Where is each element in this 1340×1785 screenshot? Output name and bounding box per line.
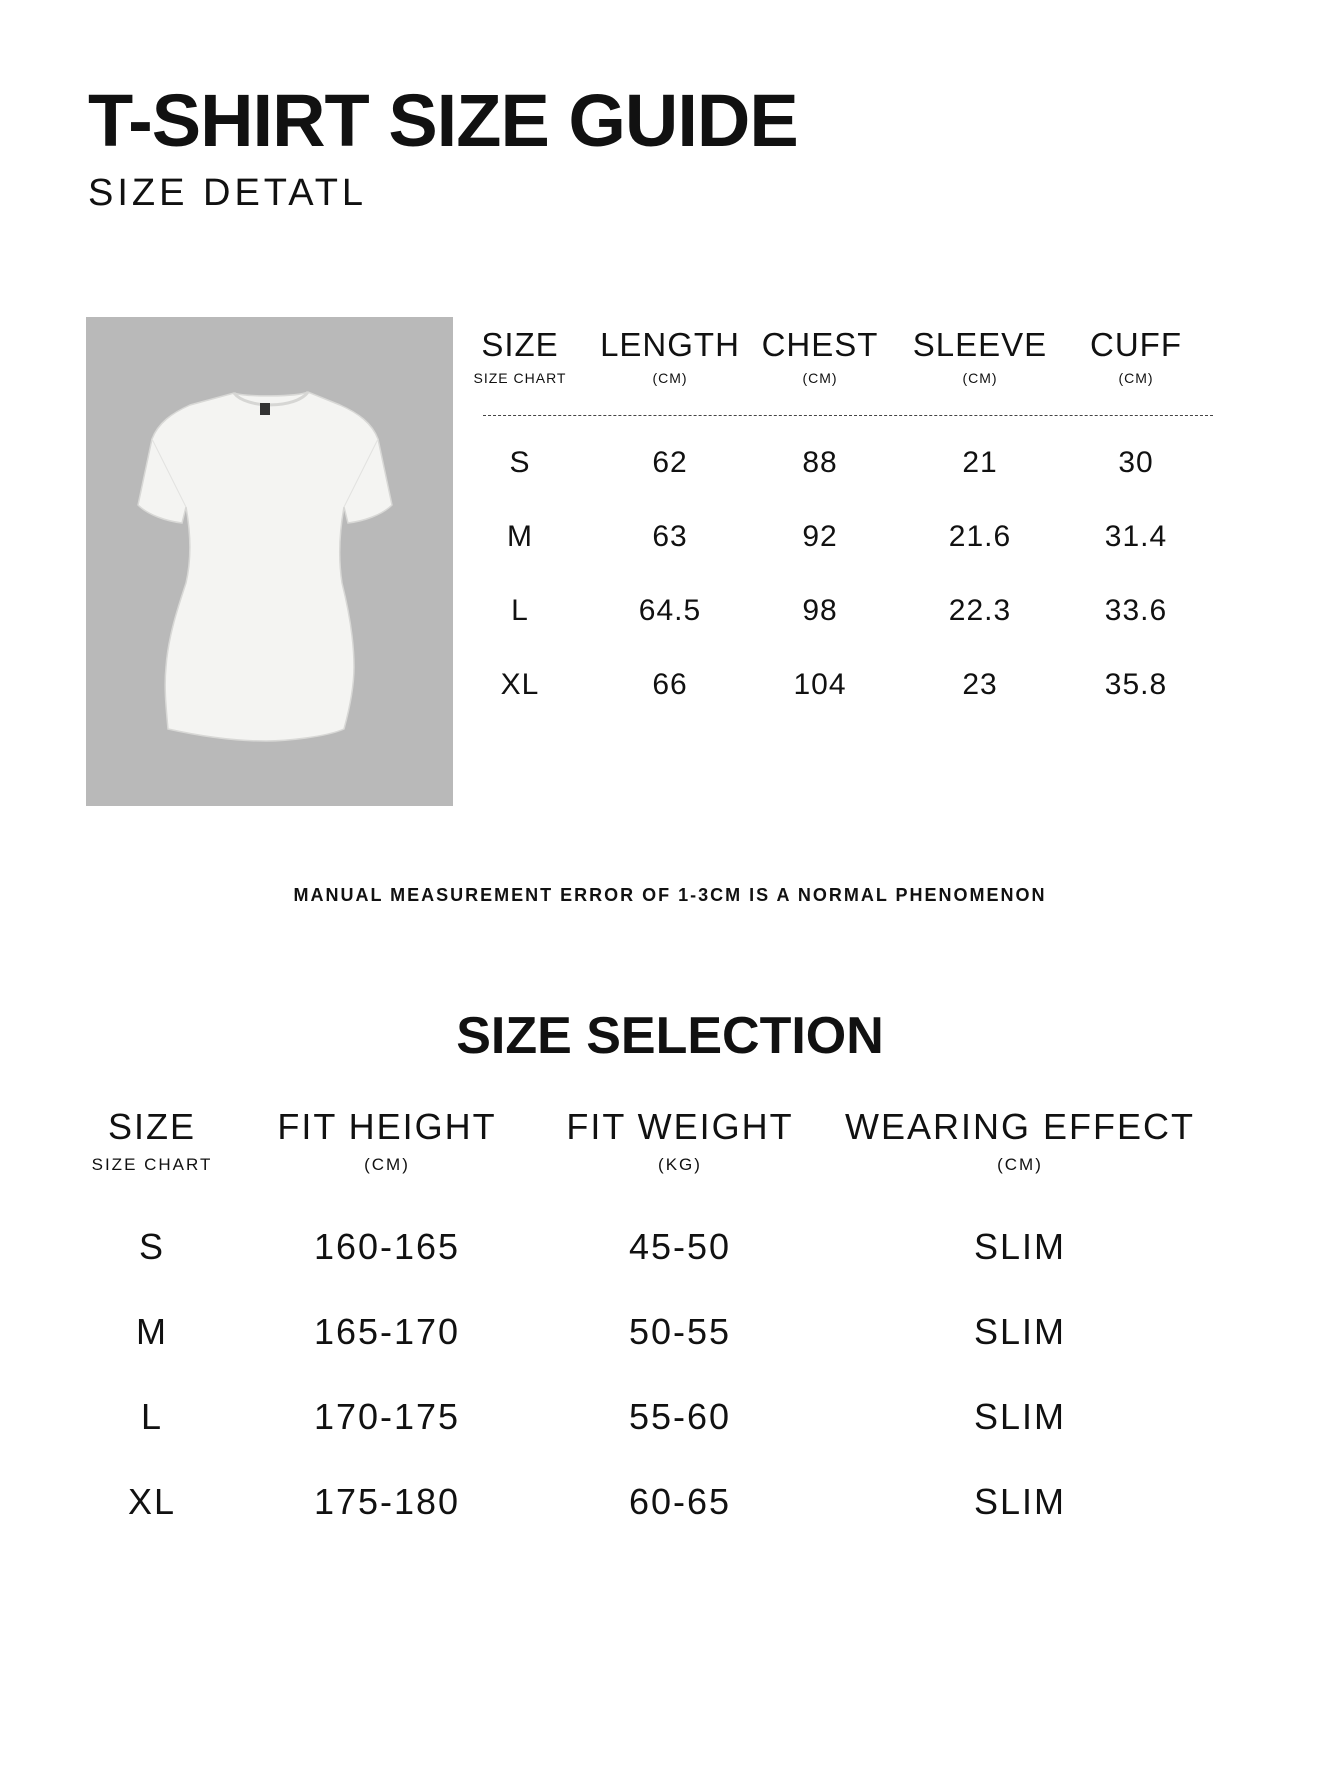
header-length-sub: (CM) (652, 370, 688, 386)
header-length (600, 325, 740, 389)
header-size-sub: SIZE CHART (473, 370, 567, 386)
cell-chest: 92 (802, 520, 838, 553)
cell-fit-weight: 45-50 (628, 1226, 732, 1267)
cell-wearing-effect: SLIM (973, 1311, 1067, 1352)
header-cuff-sub: (CM) (1118, 370, 1154, 386)
table-row (0, 1225, 1340, 1310)
header-chest (762, 325, 879, 389)
cell-size: M (136, 1311, 168, 1352)
table-row (0, 1395, 1340, 1480)
cell-size: L (511, 594, 529, 627)
cell-chest: 88 (802, 446, 838, 479)
tshirt-body (138, 392, 392, 741)
header-chest-sub: (CM) (802, 370, 838, 386)
header-cuff-label: CUFF (1090, 326, 1182, 363)
header-size-sub: SIZE CHART (91, 1155, 213, 1174)
cell-size: S (138, 1226, 166, 1267)
header-wearing-effect-sub: (CM) (997, 1155, 1043, 1174)
product-photo (86, 317, 453, 806)
cell-fit-height: 170-175 (313, 1396, 461, 1437)
header-divider (483, 415, 1213, 416)
cell-cuff: 35.8 (1104, 668, 1168, 701)
page-subtitle: SIZE DETATL (88, 172, 368, 214)
cell-fit-height: 165-170 (313, 1311, 461, 1352)
header-fit-weight-sub: (KG) (658, 1155, 702, 1174)
header-fit-height-sub: (CM) (364, 1155, 410, 1174)
cell-size: XL (500, 668, 540, 701)
header-cuff (1090, 325, 1182, 389)
header-wearing-effect-label: WEARING EFFECT (845, 1106, 1195, 1147)
header-size-label: SIZE (107, 1106, 197, 1147)
header-fit-weight-label: FIT WEIGHT (566, 1106, 794, 1147)
cell-cuff: 31.4 (1104, 520, 1168, 553)
header-fit-height (277, 1105, 496, 1177)
header-size-label: SIZE (481, 326, 559, 363)
cell-sleeve: 22.3 (948, 594, 1012, 627)
page-title: T-SHIRT SIZE GUIDE (88, 79, 798, 162)
header-size (92, 1105, 213, 1177)
header-sleeve (913, 325, 1047, 389)
cell-fit-weight: 50-55 (628, 1311, 732, 1352)
header-length-label: LENGTH (600, 326, 740, 363)
cell-fit-weight: 60-65 (628, 1481, 732, 1522)
table-row (470, 575, 1225, 649)
tshirt-illustration (86, 317, 453, 806)
cell-wearing-effect: SLIM (973, 1226, 1067, 1267)
tshirt-label (260, 403, 270, 415)
cell-length: 62 (652, 446, 688, 479)
table-row (470, 501, 1225, 575)
table-row (470, 649, 1225, 723)
size-selection-title: SIZE SELECTION (456, 1007, 884, 1065)
header-sleeve-sub: (CM) (962, 370, 998, 386)
cell-fit-height: 160-165 (313, 1226, 461, 1267)
header-chest-label: CHEST (761, 326, 879, 363)
cell-length: 66 (652, 668, 688, 701)
header-fit-height-label: FIT HEIGHT (277, 1106, 497, 1147)
size-selection-header (0, 1105, 1340, 1225)
cell-size: M (507, 520, 533, 553)
cell-fit-weight: 55-60 (628, 1396, 732, 1437)
cell-sleeve: 21.6 (948, 520, 1012, 553)
cell-length: 64.5 (638, 594, 702, 627)
cell-cuff: 33.6 (1104, 594, 1168, 627)
table-row (0, 1480, 1340, 1565)
cell-size: S (509, 446, 531, 479)
measurement-note: MANUAL MEASUREMENT ERROR OF 1-3CM IS A NORMAL PHENOMENON (293, 885, 1047, 905)
size-selection-table (0, 1105, 1340, 1565)
cell-chest: 104 (793, 668, 847, 701)
header-size (474, 325, 567, 389)
cell-fit-height: 175-180 (313, 1481, 461, 1522)
table-row (470, 427, 1225, 501)
cell-chest: 98 (802, 594, 838, 627)
cell-length: 63 (652, 520, 688, 553)
cell-size: XL (127, 1481, 177, 1522)
cell-sleeve: 23 (962, 668, 998, 701)
cell-wearing-effect: SLIM (973, 1481, 1067, 1522)
header-sleeve-label: SLEEVE (912, 326, 1048, 363)
header-wearing-effect (845, 1105, 1195, 1177)
header-fit-weight (566, 1105, 793, 1177)
cell-size: L (140, 1396, 164, 1437)
cell-wearing-effect: SLIM (973, 1396, 1067, 1437)
cell-sleeve: 21 (962, 446, 998, 479)
size-detail-header (470, 325, 1225, 415)
size-detail-table (470, 325, 1225, 723)
cell-cuff: 30 (1118, 446, 1154, 479)
table-row (0, 1310, 1340, 1395)
